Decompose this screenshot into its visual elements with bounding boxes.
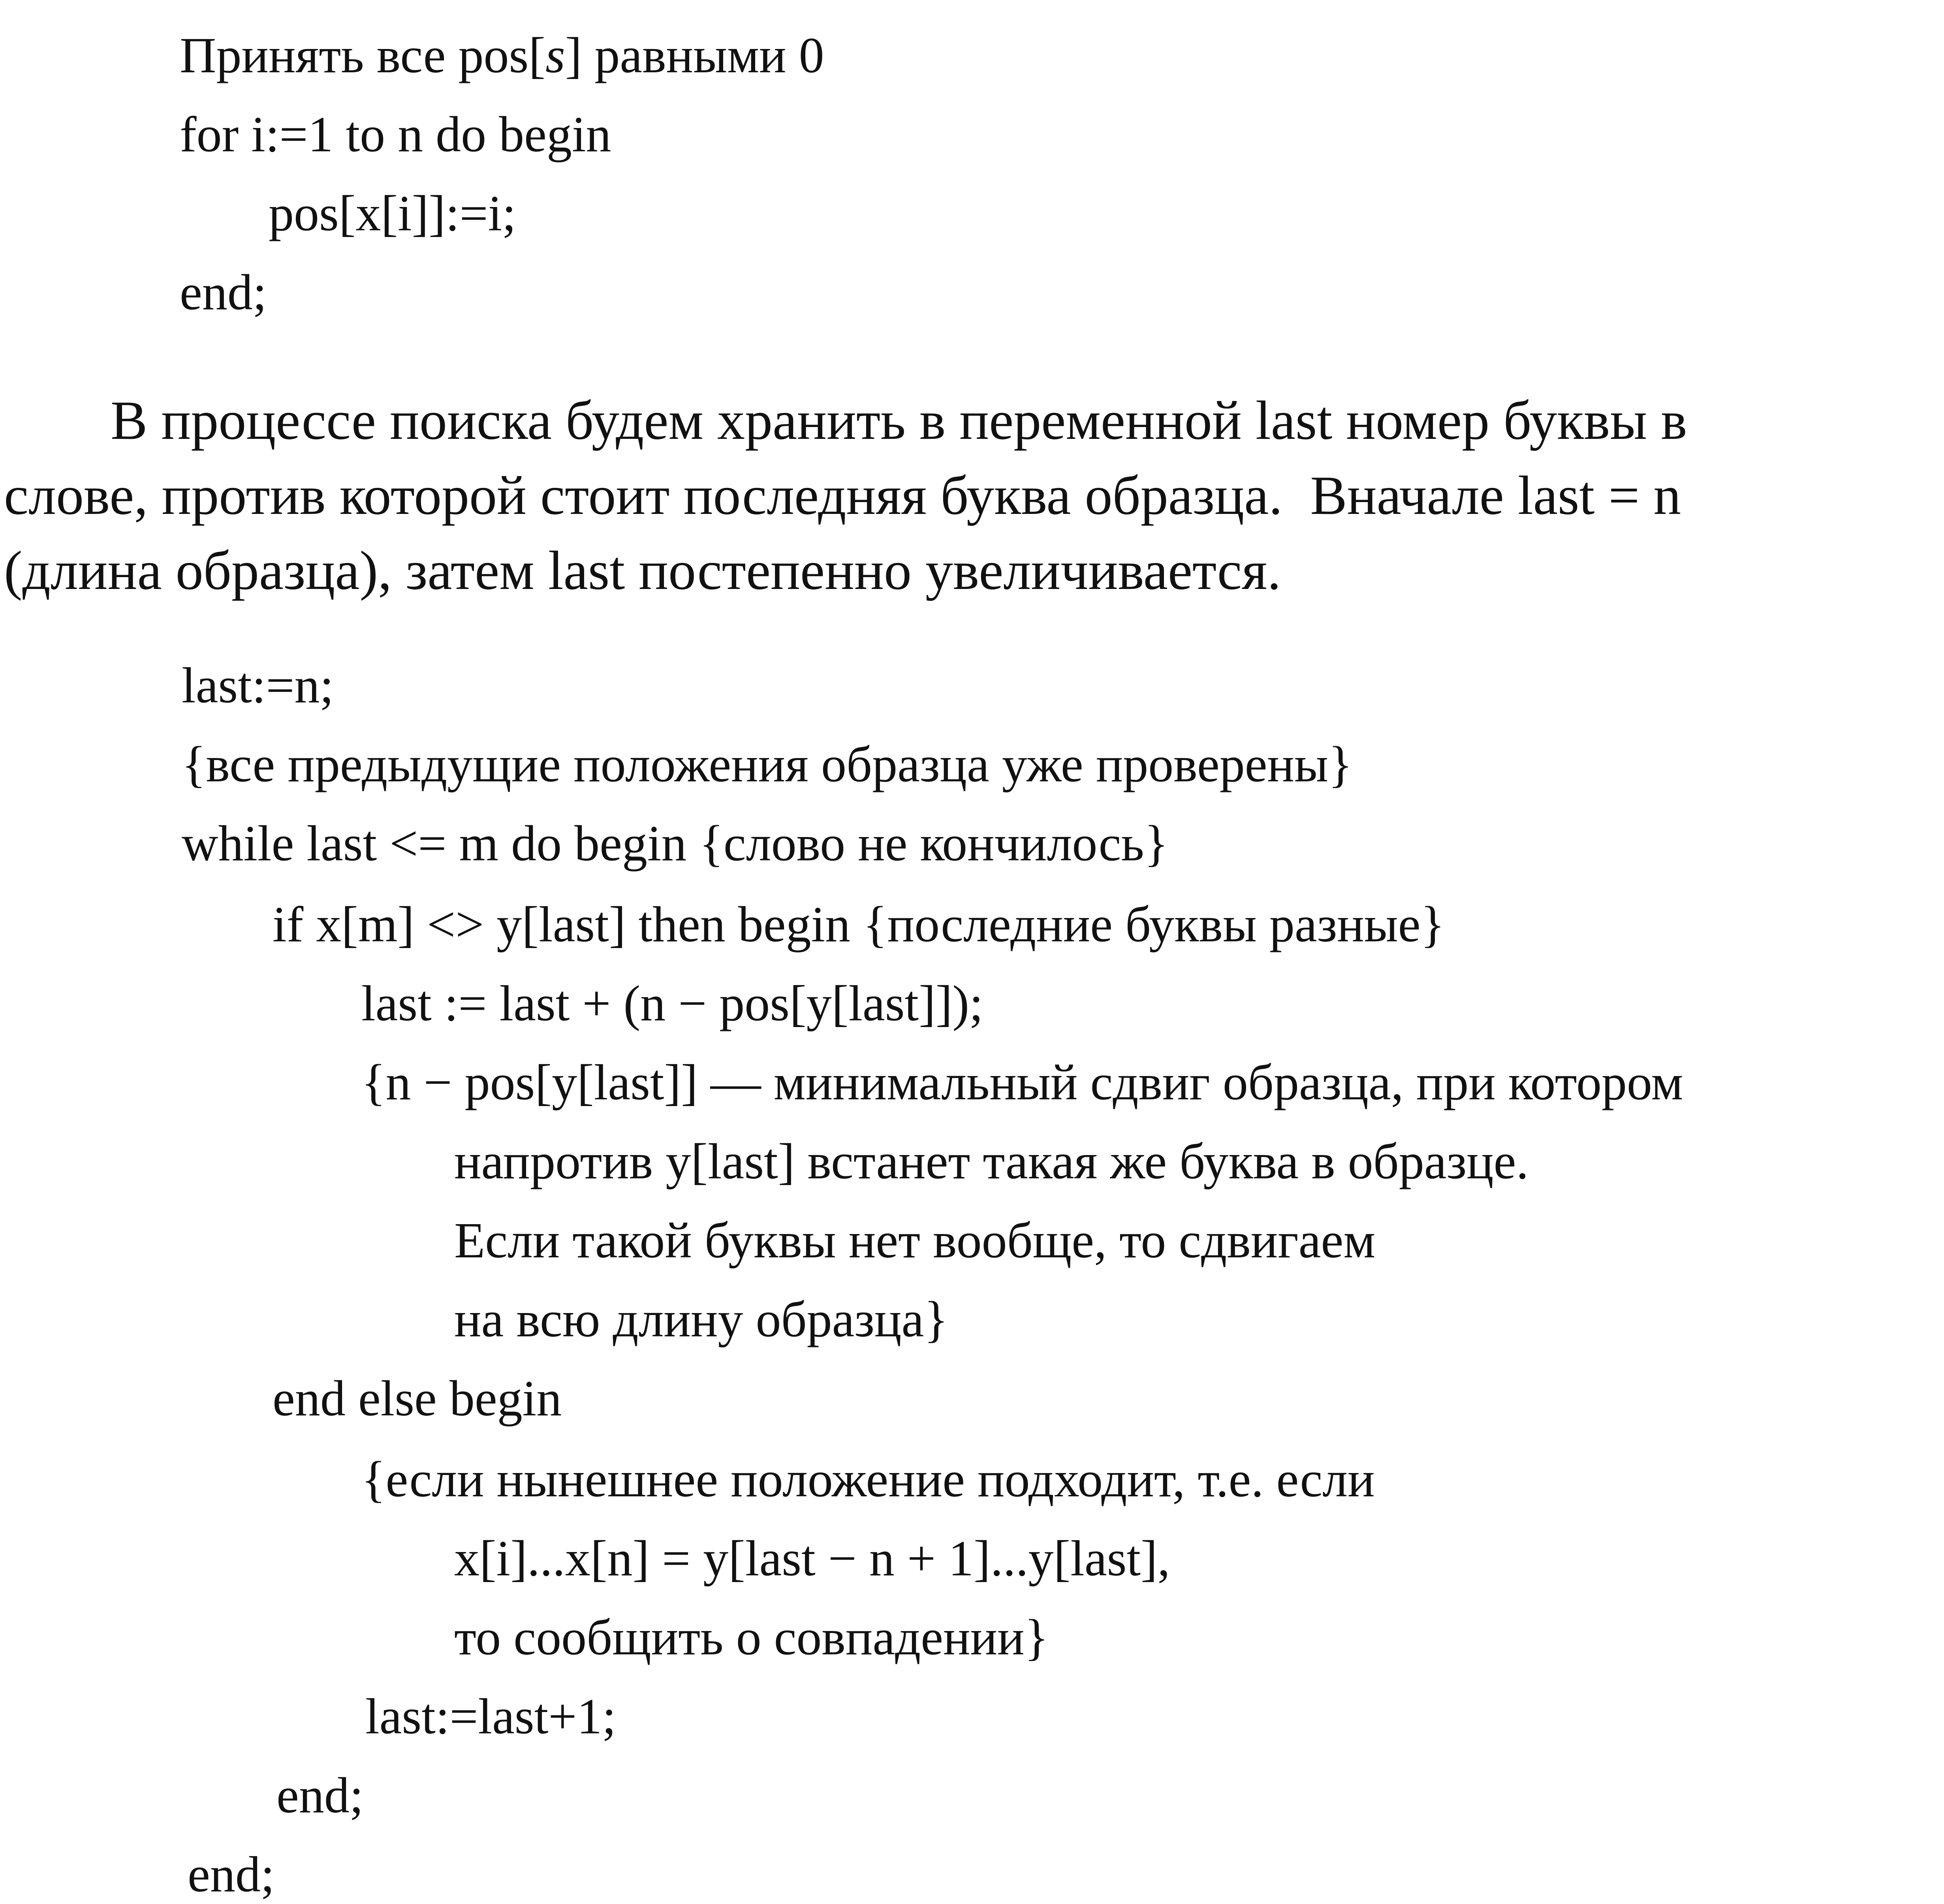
- code-line-comment-match-1: {если нынешнее положение подходит, т.е. если: [361, 1451, 1375, 1507]
- paragraph-line-3: (длина образца), затем last постепенно увеличивается.: [4, 540, 1281, 601]
- code-var-s: s: [545, 27, 565, 83]
- code-line-init-pos: [180, 26, 824, 85]
- code-line-comment-shift-2: напротив y[last] встанет такая же буква в образце.: [454, 1133, 1529, 1189]
- code-line-comment-match-2: x[i]...x[n] = y[last − n + 1]...y[last],: [454, 1530, 1170, 1586]
- code-line-comment-shift-3: Если такой буквы нет вообще, то сдвигаем: [454, 1212, 1376, 1268]
- code-line-last-init: last:=n;: [182, 657, 334, 713]
- code-line-assign-pos: pos[x[i]]:=i;: [269, 185, 516, 241]
- code-line-end: end;: [180, 264, 267, 320]
- code-line-comment-shift-4: на всю длину образца}: [454, 1291, 948, 1347]
- code-line-else: end else begin: [273, 1370, 562, 1426]
- code-text: ] равными 0: [565, 27, 824, 83]
- code-line-comment-shift-1: {n − pos[y[last]] — минимальный сдвиг образца, при котором: [361, 1054, 1683, 1110]
- paragraph-line-1: В процессе поиска будем хранить в переменной last номер буквы в: [111, 390, 1687, 451]
- code-text: Принять все pos[: [180, 27, 545, 83]
- paragraph-line-2: слове, против которой стоит последняя буква образца. Вначале last = n: [4, 465, 1681, 526]
- code-line-last-shift: last := last + (n − pos[y[last]]);: [361, 975, 983, 1031]
- code-line-end-if: end;: [276, 1767, 364, 1823]
- code-line-end-while: end;: [188, 1846, 275, 1902]
- code-line-while: while last <= m do begin {слово не кончилось}: [182, 815, 1169, 871]
- code-line-comment-checked: {все предыдущие положения образца уже проверены}: [182, 736, 1353, 792]
- code-line-for: for i:=1 to n do begin: [180, 106, 611, 162]
- code-line-last-increment: last:=last+1;: [365, 1688, 616, 1744]
- code-line-comment-match-3: то сообщить о совпадении}: [454, 1609, 1049, 1665]
- code-line-if: if x[m] <> y[last] then begin {последние буквы разные}: [273, 896, 1445, 952]
